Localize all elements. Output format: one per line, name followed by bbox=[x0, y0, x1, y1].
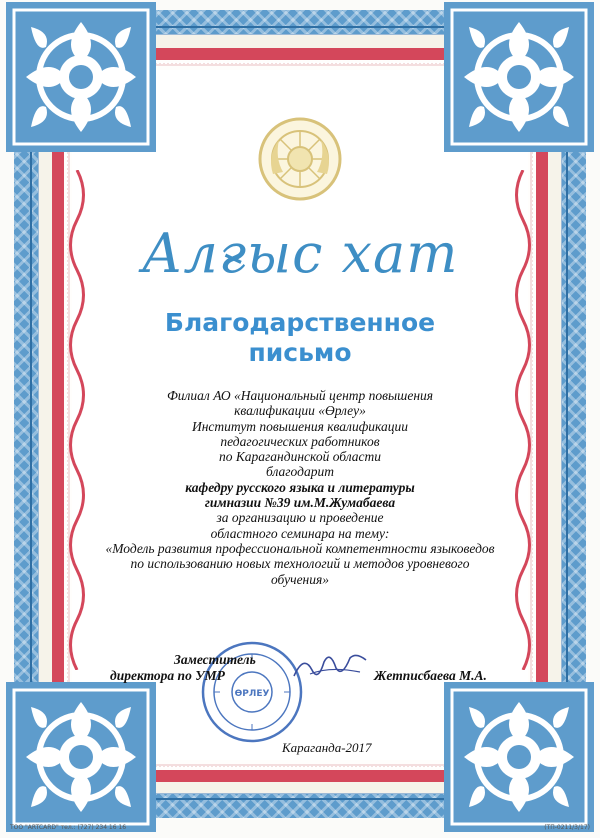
state-emblem-icon bbox=[257, 116, 343, 202]
corner-ornament-top-left bbox=[6, 2, 156, 152]
city-year: Караганда-2017 bbox=[282, 740, 372, 755]
signatory-title-line2: директора по УМР bbox=[110, 668, 225, 683]
signatory-title-line1: Заместитель bbox=[174, 652, 256, 667]
letter-body bbox=[90, 388, 510, 587]
signatory-title bbox=[110, 652, 270, 684]
body-line: педагогических работников bbox=[220, 433, 380, 449]
left-red-ornament bbox=[64, 170, 90, 670]
title-kazakh: Алғыс хат bbox=[141, 222, 459, 285]
corner-ornament-bottom-left bbox=[6, 682, 156, 832]
body-line: квалификации «Өрлеу» bbox=[234, 403, 366, 419]
signature-scribble bbox=[290, 648, 370, 684]
reason-line: «Модель развития профессиональной компетентности языковедов bbox=[105, 540, 495, 556]
print-code: (ТП-0211/3/17) bbox=[544, 824, 590, 831]
title-russian-line2: письмо bbox=[248, 338, 352, 367]
reason-line: обучения» bbox=[270, 571, 330, 587]
title-russian-line1: Благодарственное bbox=[164, 308, 436, 337]
right-red-ornament bbox=[510, 170, 536, 670]
recipient-line: гимназии №39 им.М.Жумабаева bbox=[204, 495, 396, 511]
corner-ornament-bottom-right bbox=[444, 682, 594, 832]
body-line: Филиал АО «Национальный центр повышения bbox=[166, 388, 434, 403]
signatory-name: Жетписбаева М.А. bbox=[374, 668, 487, 683]
reason-line: за организацию и проведение bbox=[216, 510, 384, 526]
body-line: Институт повышения квалификации bbox=[191, 418, 409, 434]
stamp-text: ӨРЛЕУ bbox=[234, 689, 270, 699]
body-line: благодарит bbox=[266, 464, 334, 480]
reason-line: областного семинара на тему: bbox=[210, 525, 390, 541]
title-russian bbox=[140, 308, 460, 368]
printer-info: ТОО "ARTCARD" тел.: (727) 234 16 16 bbox=[10, 824, 127, 831]
corner-ornament-top-right bbox=[444, 2, 594, 152]
body-line: по Карагандинской области bbox=[218, 449, 382, 465]
recipient-line: кафедру русского языка и литературы bbox=[185, 479, 415, 495]
reason-line: по использованию новых технологий и методов уровневого bbox=[130, 556, 470, 572]
